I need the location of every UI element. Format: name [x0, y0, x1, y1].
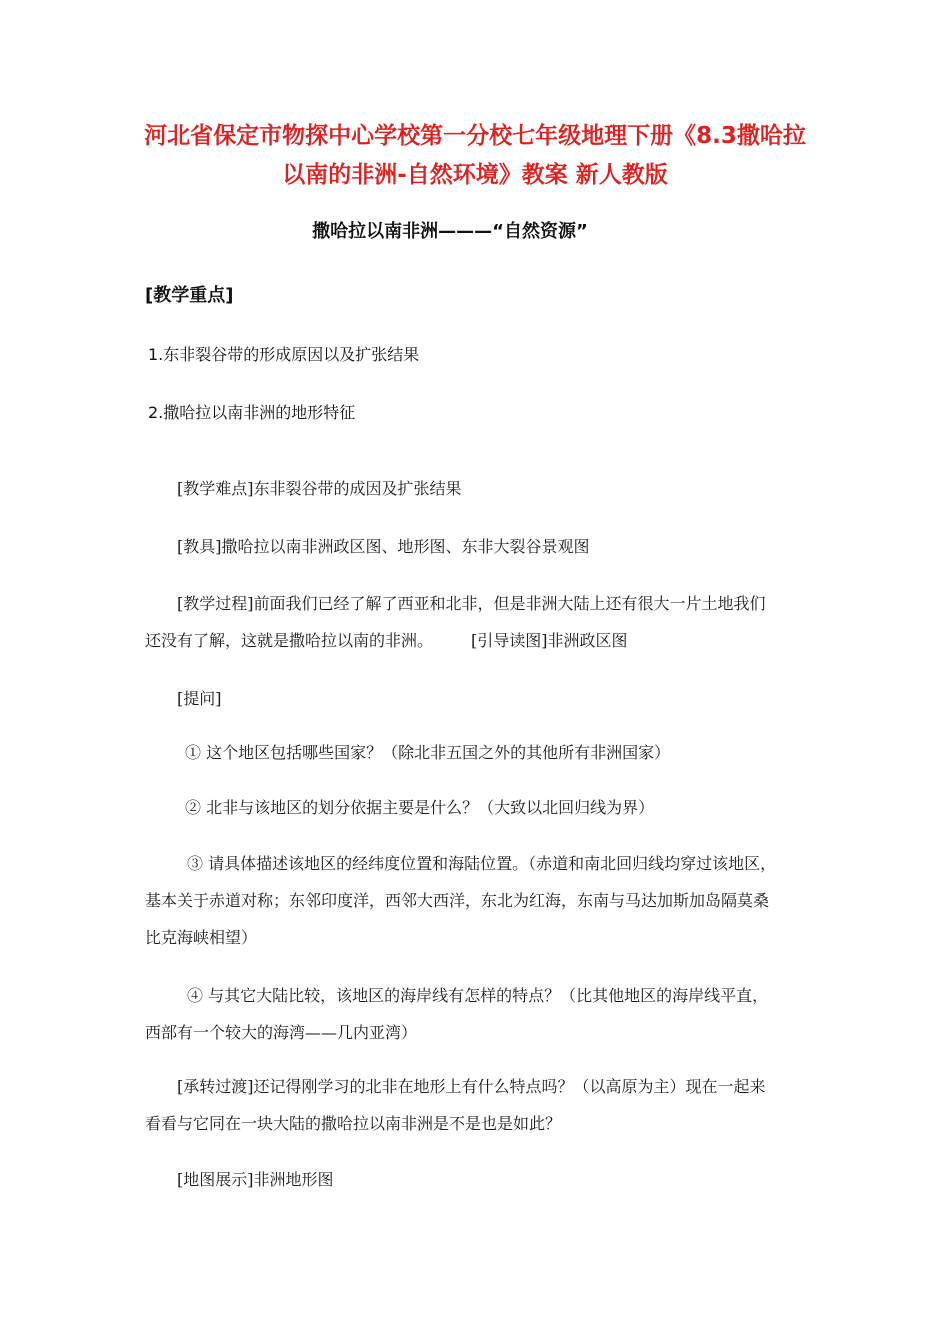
difficulty-text: [教学难点]东非裂谷带的成因及扩张结果: [177, 479, 462, 498]
question-3-text-line: ③ 请具体描述该地区的经纬度位置和海陆位置。（赤道和南北回归线均穿过该地区，: [187, 854, 777, 873]
transition-text-line: [承转过渡]还记得刚学习的北非在地形上有什么特点吗？（以高原为主）现在一起来: [177, 1077, 766, 1096]
document-title-line-1: 河北省保定市物探中心学校第一分校七年级地理下册《8.3撒哈拉: [144, 123, 806, 149]
map-show-text: [地图展示]非洲地形图: [177, 1170, 334, 1189]
tools-text: [教具]撒哈拉以南非洲政区图、地形图、东非大裂谷景观图: [177, 537, 590, 556]
question-2-paragraph: [145, 798, 810, 835]
question-heading-paragraph: [145, 689, 810, 726]
key-point-item: 2.撒哈拉以南非洲的地形特征: [148, 403, 356, 422]
question-3-text-line: 基本关于赤道对称；东邻印度洋，西邻大西洋，东北为红海，东南与马达加斯加岛隔莫桑: [145, 891, 770, 910]
process-text-line: [145, 631, 810, 668]
process-text-line: [教学过程]前面我们已经了解了西亚和北非，但是非洲大陆上还有很大一片土地我们: [177, 594, 766, 613]
process-text-fragment: 还没有了解，这就是撒哈拉以南的非洲。: [145, 631, 434, 650]
key-points-heading: [教学重点]: [145, 285, 234, 306]
question-3-paragraph: [145, 854, 810, 965]
difficulty-paragraph: [145, 479, 810, 516]
question-4-text-line: 西部有一个较大的海湾——几内亚湾）: [145, 1023, 418, 1042]
transition-paragraph: [145, 1077, 810, 1151]
guided-reading-text: [引导读图]非洲政区图: [471, 631, 628, 650]
question-4-text-line: ④ 与其它大陆比较，该地区的海岸线有怎样的特点？（比其他地区的海岸线平直，: [187, 986, 769, 1005]
process-paragraph: [145, 594, 810, 668]
transition-text-line: 看看与它同在一块大陆的撒哈拉以南非洲是不是也是如此？: [145, 1114, 562, 1133]
question-2-text: ② 北非与该地区的划分依据主要是什么？（大致以北回归线为界）: [185, 798, 655, 817]
document-title-line-2: 以南的非洲-自然环境》教案 新人教版: [282, 162, 668, 188]
question-1-text: ① 这个地区包括哪些国家？（除北非五国之外的其他所有非洲国家）: [185, 743, 671, 762]
question-4-paragraph: [145, 986, 810, 1060]
lesson-subtitle: 撒哈拉以南非洲———“自然资源”: [312, 221, 588, 242]
key-point-item: 1.东非裂谷带的形成原因以及扩张结果: [148, 345, 420, 364]
question-heading: [提问]: [177, 689, 222, 708]
map-show-paragraph: [145, 1170, 810, 1207]
question-1-paragraph: [145, 743, 810, 780]
question-3-text-line: 比克海峡相望）: [145, 928, 258, 947]
tools-paragraph: [145, 537, 810, 574]
